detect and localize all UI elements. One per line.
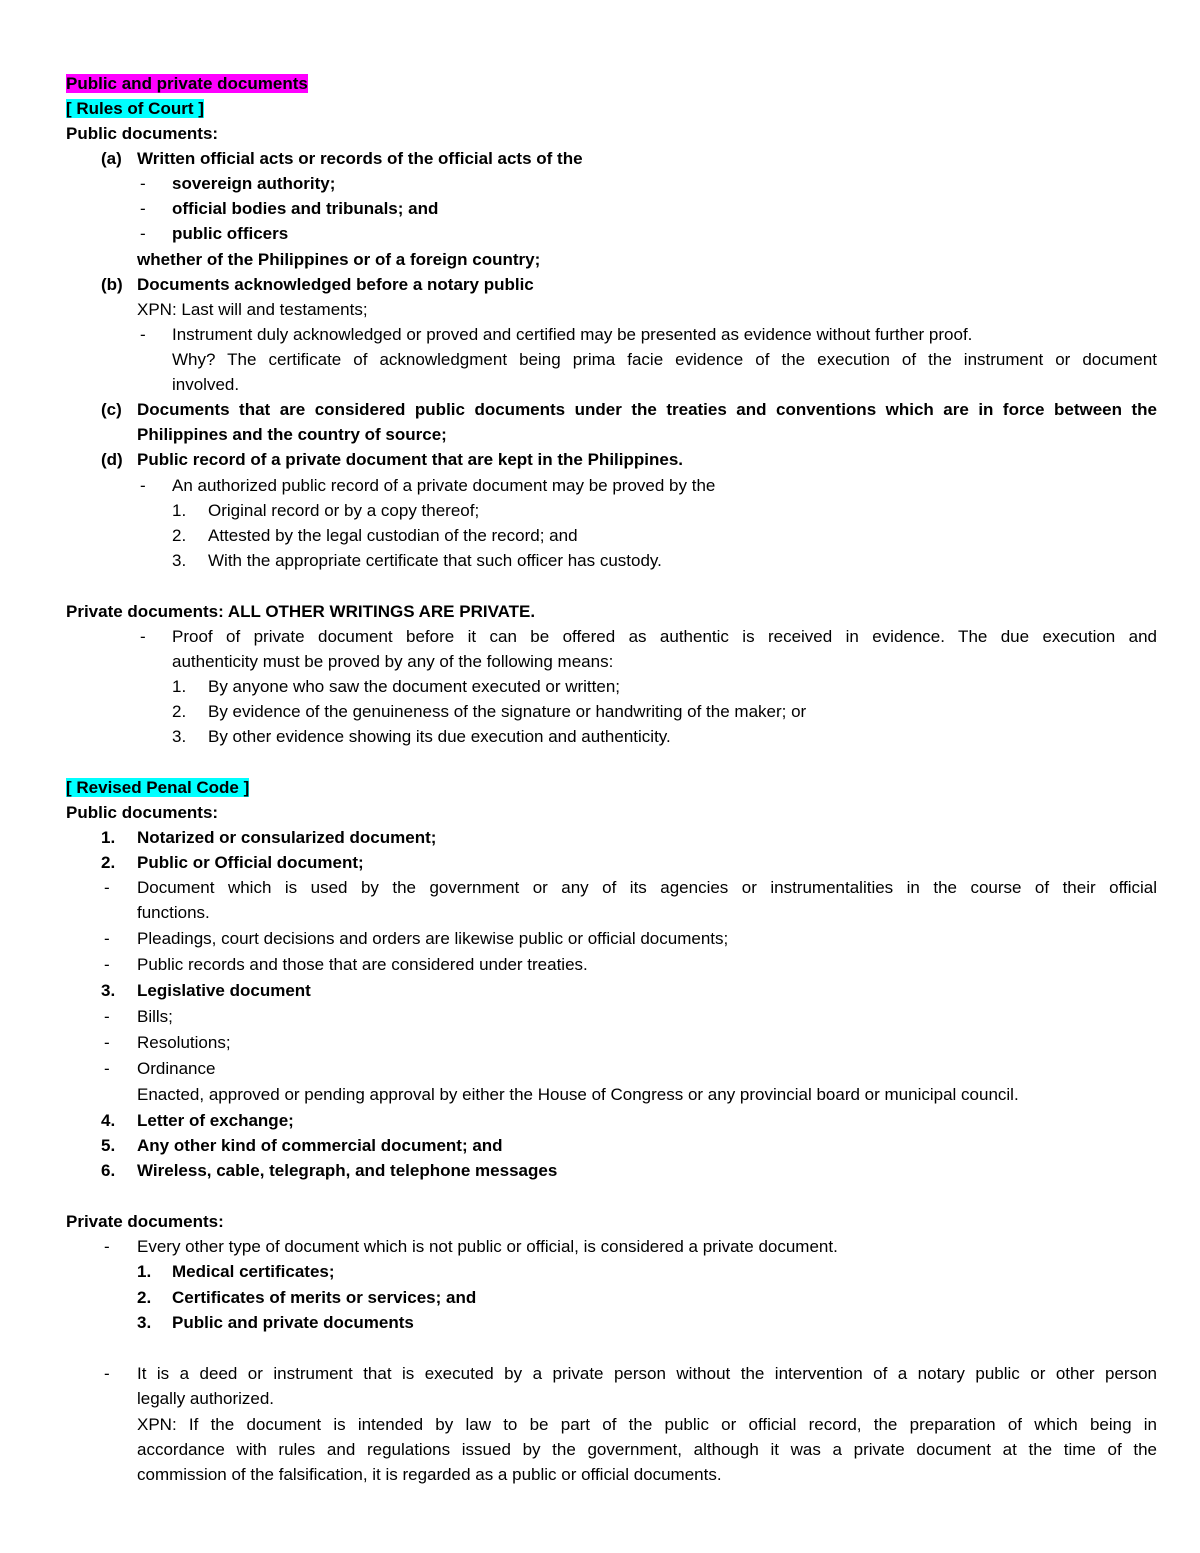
item-d-marker: (d) xyxy=(101,450,123,469)
rpc-pleadings: Pleadings, court decisions and orders are likewise public or official documents; xyxy=(137,929,729,948)
rpc-num-4: 4. xyxy=(101,1111,116,1130)
dash-marker: - xyxy=(104,878,110,897)
rpc-private-dash: Every other type of document which is not public or official, is considered a private document. xyxy=(137,1237,838,1256)
rpc-num-6: 6. xyxy=(101,1161,116,1180)
item-a-text: Written official acts or records of the official acts of the xyxy=(137,149,583,168)
item-b-xpn: XPN: Last will and testaments; xyxy=(137,300,368,319)
dash-marker: - xyxy=(140,199,146,218)
rpc-private-num-2: 2. xyxy=(137,1288,152,1307)
revised-penal-code-heading xyxy=(66,777,249,799)
rpc-text-6: Wireless, cable, telegraph, and telephone messages xyxy=(137,1161,558,1180)
rpc-num-1: 1. xyxy=(101,828,116,847)
item-a-dash-1: sovereign authority; xyxy=(172,174,336,193)
rpc-private-label: Private documents: xyxy=(66,1212,224,1231)
rpc-text-5: Any other kind of commercial document; and xyxy=(137,1136,503,1155)
item-a-whether: whether of the Philippines or of a foreign country; xyxy=(137,250,541,269)
item-a-marker: (a) xyxy=(101,149,122,168)
item-d-text-1: Original record or by a copy thereof; xyxy=(208,501,480,520)
roc-private-text-3: By other evidence showing its due execution and authenticity. xyxy=(208,727,671,746)
dash-marker: - xyxy=(104,1364,110,1383)
rpc-gov-line-2: functions. xyxy=(137,903,210,922)
rpc-private-text-3: Public and private documents xyxy=(172,1313,414,1332)
roc-private-text-2: By evidence of the genuineness of the signature or handwriting of the maker; or xyxy=(208,702,807,721)
roc-public-label: Public documents: xyxy=(66,124,219,143)
item-b-why-line-1: Why? The certificate of acknowledgment being prima facie evidence of the execution of the instrument or document xyxy=(172,350,1157,369)
rpc-text-2: Public or Official document; xyxy=(137,853,364,872)
rules-of-court-heading xyxy=(66,98,204,120)
item-d-text-3: With the appropriate certificate that such officer has custody. xyxy=(208,551,662,570)
rpc-enacted: Enacted, approved or pending approval by either the House of Congress or any provincial board or municipal council. xyxy=(137,1085,1019,1104)
rpc-private-num-1: 1. xyxy=(137,1262,152,1281)
rpc-heading-highlight: [ Revised Penal Code ] xyxy=(66,778,250,797)
rpc-records: Public records and those that are considered under treaties. xyxy=(137,955,588,974)
rpc-num-2: 2. xyxy=(101,853,116,872)
rpc-leg-ordinance: Ordinance xyxy=(137,1059,216,1078)
rpc-private-text-2: Certificates of merits or services; and xyxy=(172,1288,477,1307)
rpc-text-4: Letter of exchange; xyxy=(137,1111,294,1130)
rpc-leg-bills: Bills; xyxy=(137,1007,173,1026)
dash-marker: - xyxy=(104,1059,110,1078)
dash-marker: - xyxy=(140,325,146,344)
roc-private-dash-line-2: authenticity must be proved by any of the following means: xyxy=(172,652,614,671)
rpc-gov-line-1: Document which is used by the government or any of its agencies or instrumentalities in the course of their official xyxy=(137,878,1157,897)
title-highlight: Public and private documents xyxy=(66,74,308,93)
roc-heading-highlight: [ Rules of Court ] xyxy=(66,99,204,118)
dash-marker: - xyxy=(104,929,110,948)
item-b-marker: (b) xyxy=(101,275,123,294)
dash-marker: - xyxy=(140,476,146,495)
dash-marker: - xyxy=(104,1007,110,1026)
rpc-private-num-3: 3. xyxy=(137,1313,152,1332)
rpc-leg-resolutions: Resolutions; xyxy=(137,1033,231,1052)
item-c-line-2: Philippines and the country of source; xyxy=(137,425,447,444)
dash-marker: - xyxy=(140,174,146,193)
item-d-text-2: Attested by the legal custodian of the record; and xyxy=(208,526,578,545)
item-b-why-line-2: involved. xyxy=(172,375,240,394)
document-title xyxy=(66,73,308,95)
item-b-dash: Instrument duly acknowledged or proved and certified may be presented as evidence without further proof. xyxy=(172,325,973,344)
item-d-dash: An authorized public record of a private document may be proved by the xyxy=(172,476,716,495)
dash-marker: - xyxy=(140,224,146,243)
roc-private-text-1: By anyone who saw the document executed or written; xyxy=(208,677,621,696)
rpc-deed-line-2: legally authorized. xyxy=(137,1389,275,1408)
roc-private-label: Private documents: ALL OTHER WRITINGS ARE PRIVATE. xyxy=(66,602,536,621)
rpc-xpn-line-2: accordance with rules and regulations issued by the government, although it was a private document at the time of the xyxy=(137,1440,1157,1459)
item-d-num-2: 2. xyxy=(172,526,187,545)
rpc-num-5: 5. xyxy=(101,1136,116,1155)
dash-marker: - xyxy=(140,627,146,646)
roc-private-dash-line-1: Proof of private document before it can be offered as authentic is received in evidence. The due execution and xyxy=(172,627,1157,646)
item-a-dash-2: official bodies and tribunals; and xyxy=(172,199,439,218)
item-d-num-3: 3. xyxy=(172,551,187,570)
rpc-text-3: Legislative document xyxy=(137,981,311,1000)
item-c-marker: (c) xyxy=(101,400,122,419)
dash-marker: - xyxy=(104,955,110,974)
roc-private-num-1: 1. xyxy=(172,677,187,696)
item-d-text: Public record of a private document that are kept in the Philippines. xyxy=(137,450,683,469)
rpc-text-1: Notarized or consularized document; xyxy=(137,828,437,847)
dash-marker: - xyxy=(104,1033,110,1052)
item-c-line-1: Documents that are considered public documents under the treaties and conventions which are in force between the xyxy=(137,400,1157,419)
roc-private-num-2: 2. xyxy=(172,702,187,721)
rpc-private-text-1: Medical certificates; xyxy=(172,1262,335,1281)
item-a-dash-3: public officers xyxy=(172,224,289,243)
rpc-xpn-line-3: commission of the falsification, it is regarded as a public or official documents. xyxy=(137,1465,722,1484)
rpc-public-label: Public documents: xyxy=(66,803,219,822)
item-d-num-1: 1. xyxy=(172,501,187,520)
rpc-xpn-line-1: XPN: If the document is intended by law to be part of the public or official record, the preparation of which being in xyxy=(137,1415,1157,1434)
roc-private-num-3: 3. xyxy=(172,727,187,746)
rpc-num-3: 3. xyxy=(101,981,116,1000)
item-b-text: Documents acknowledged before a notary public xyxy=(137,275,534,294)
dash-marker: - xyxy=(104,1237,110,1256)
rpc-deed-line-1: It is a deed or instrument that is executed by a private person without the intervention of a notary public or other person xyxy=(137,1364,1157,1383)
